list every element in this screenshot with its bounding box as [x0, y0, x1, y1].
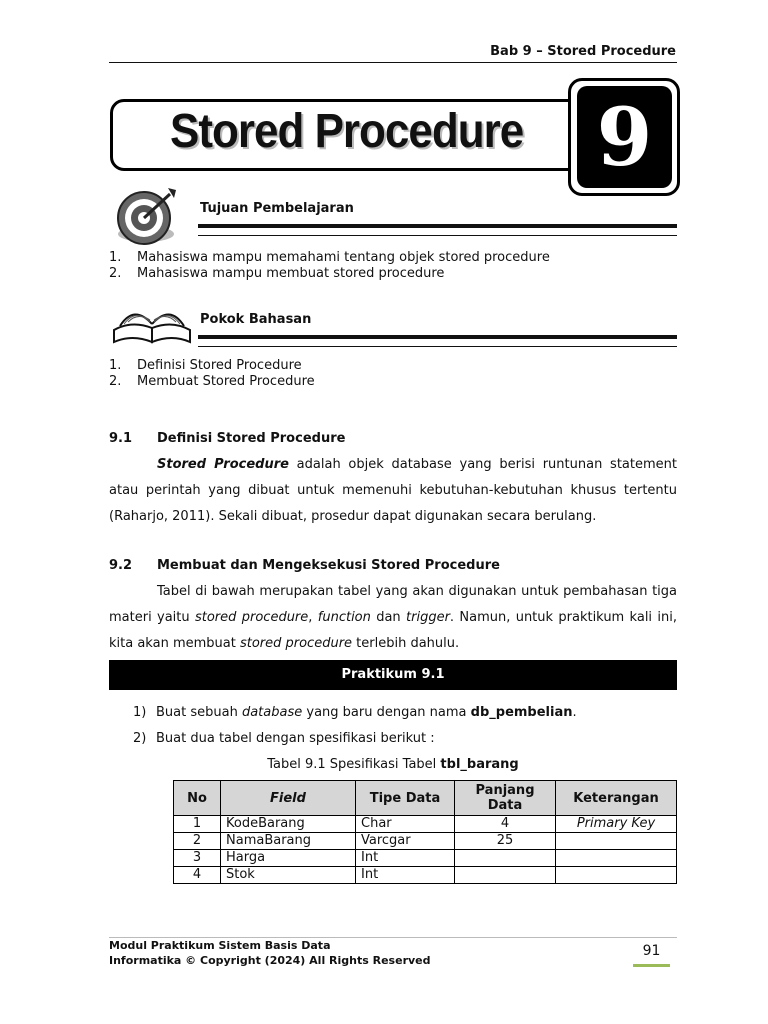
section-9-2-paragraph: Tabel di bawah merupakan tabel yang akan digunakan untuk pembahasan tiga materi yaitu stored procedure, function dan trigger. Namun, untuk praktikum kali ini, kita akan membuat stored procedure terlebih dahulu.: [109, 584, 677, 651]
section-9-1-paragraph: Stored Procedure adalah objek database yang berisi runtunan statement atau perintah yang dibuat untuk memenuhi kebutuhan-kebutuhan khusus tertentu (Raharjo, 2011). Sekali dibuat, prosedur dapat digunakan secara berulang.: [109, 457, 677, 524]
table-row: 2 NamaBarang Varcgar 25: [174, 833, 677, 850]
chapter-number: 9: [577, 86, 672, 188]
col-header-panjang-data: Panjang Data: [455, 781, 556, 816]
pokok-rule: [198, 335, 677, 347]
page-number: 91: [642, 943, 661, 959]
list-item: 1. Mahasiswa mampu memahami tentang objek stored procedure: [109, 250, 550, 265]
list-item: 2. Membuat Stored Procedure: [109, 374, 315, 389]
target-icon: [112, 184, 180, 248]
list-item: 1. Definisi Stored Procedure: [109, 358, 302, 373]
header-rule: [109, 62, 677, 63]
table-row: 3 Harga Int: [174, 850, 677, 867]
open-book-icon: [110, 294, 194, 346]
praktikum-title-bar: Praktikum 9.1: [109, 660, 677, 690]
tujuan-label: Tujuan Pembelajaran: [200, 201, 354, 216]
list-item: 2. Mahasiswa mampu membuat stored procedure: [109, 266, 445, 281]
table-caption: Tabel 9.1 Spesifikasi Tabel tbl_barang: [267, 757, 519, 772]
col-header-no: No: [174, 781, 221, 816]
table-header-row: [174, 781, 677, 816]
col-header-field: Field: [221, 781, 356, 816]
tujuan-list: [109, 250, 550, 282]
step-2: 2) Buat dua tabel dengan spesifikasi berikut :: [133, 731, 435, 746]
table-row: 4 Stok Int: [174, 867, 677, 884]
pokok-label: Pokok Bahasan: [200, 312, 312, 327]
table-row: 1 KodeBarang Char 4 Primary Key: [174, 816, 677, 833]
page-number-underline: [633, 964, 670, 967]
footer-line-1: Modul Praktikum Sistem Basis Data: [109, 939, 331, 952]
section-heading-9-1: 9.1 Definisi Stored Procedure: [109, 431, 346, 446]
step-1: 1) Buat sebuah database yang baru dengan nama db_pembelian.: [133, 705, 577, 720]
col-header-tipe-data: Tipe Data: [356, 781, 455, 816]
pokok-list: [109, 358, 315, 390]
col-header-keterangan: Keterangan: [556, 781, 677, 816]
section-heading-9-2: 9.2 Membuat dan Mengeksekusi Stored Procedure: [109, 558, 500, 573]
chapter-title: Stored Procedure: [170, 104, 524, 158]
footer-text: [109, 938, 431, 968]
tujuan-rule: [198, 224, 677, 236]
spec-table: [173, 780, 677, 884]
running-header: Bab 9 – Stored Procedure: [490, 44, 676, 59]
footer-line-2: Informatika © Copyright (2024) All Rights Reserved: [109, 954, 431, 967]
